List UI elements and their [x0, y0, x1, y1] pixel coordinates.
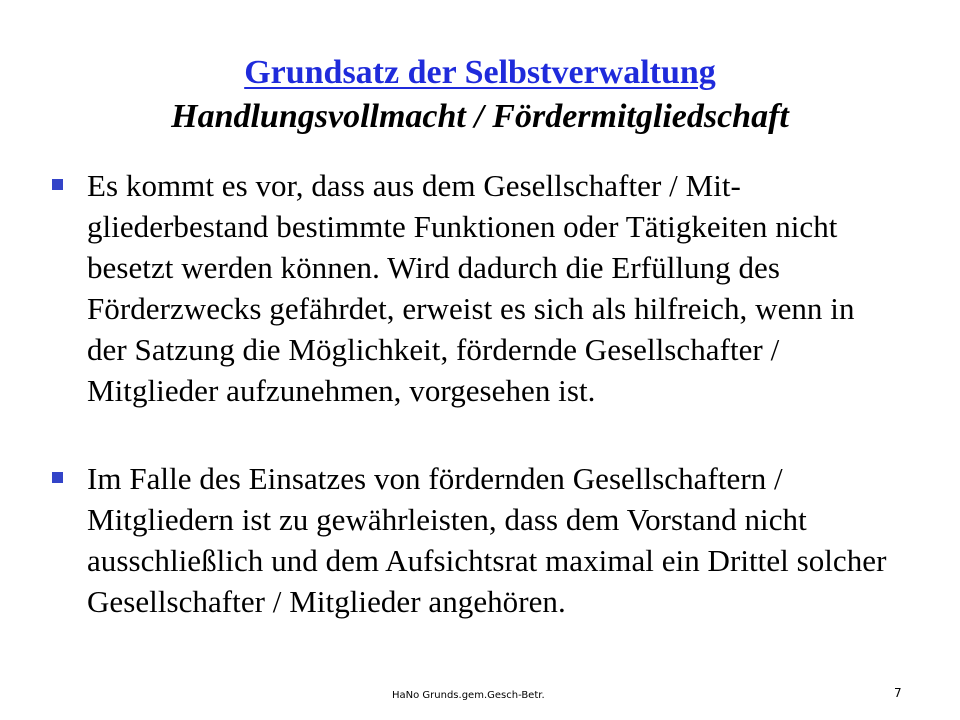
- bullet-item: [52, 165, 902, 411]
- bullet-text: Es kommt es vor, dass aus dem Gesellschafter / Mit-gliederbestand bestimmte Funktionen oder Tätigkeiten nicht besetzt werden können. Wird dadurch die Erfüllung des Förderzwecks gefährdet, erweist es sich als hilfreich, wenn in der Satzung die Möglichkeit, fördernde Gesellschafter / Mitglieder aufzunehmen, vorgesehen ist.: [87, 168, 855, 408]
- page-number: 7: [894, 686, 902, 700]
- bullet-text: Im Falle des Einsatzes von fördernden Gesellschaftern / Mitgliedern ist zu gewährleisten, dass dem Vorstand nicht ausschließlich und dem Aufsichtsrat maximal ein Drittel solcher Gesellschafter / Mitglieder angehören.: [87, 461, 887, 619]
- square-bullet-icon: [52, 179, 63, 190]
- title-link[interactable]: Grundsatz der Selbstverwaltung: [244, 54, 716, 91]
- footer-text: HaNo Grunds.gem.Gesch-Betr.: [392, 690, 545, 701]
- slide-subtitle: Handlungsvollmacht / Fördermitgliedschaft: [171, 98, 789, 135]
- square-bullet-icon: [52, 472, 63, 483]
- bullet-item: [52, 458, 902, 622]
